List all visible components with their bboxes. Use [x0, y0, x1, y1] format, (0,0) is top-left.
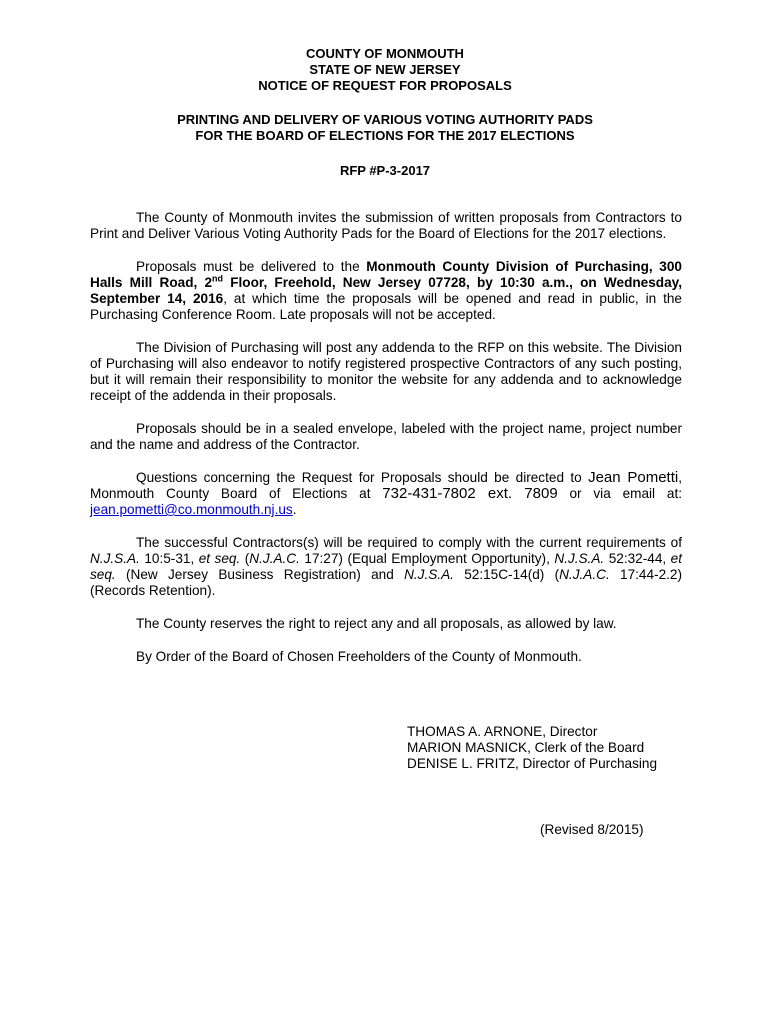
notice-title	[0, 112, 770, 144]
code-njac-1: N.J.A.C.	[249, 551, 300, 566]
delivery-text-end: , at which time the proposals will be opened and read in public, in the Purchasing Conference Room. Late proposals will not be accepted.	[90, 291, 682, 322]
signature-director: THOMAS A. ARNONE, Director	[407, 724, 598, 739]
contact-name: Jean Pometti	[588, 469, 679, 486]
compliance-text-h: 17:44-2.2) (Records Retention).	[90, 567, 683, 598]
paragraph-questions	[90, 470, 682, 518]
compliance-text-d: 17:27) (Equal Employment Opportunity),	[299, 551, 555, 566]
questions-text-3: or via email at:	[557, 486, 682, 501]
contact-phone: 732-431-7802 ext. 7809	[382, 485, 558, 502]
code-njac-2: N.J.A.C.	[559, 567, 610, 582]
paragraph-reservation: The County reserves the right to reject any and all proposals, as allowed by law.	[136, 616, 617, 631]
header-state: STATE OF NEW JERSEY	[309, 62, 461, 77]
signature-purchasing: DENISE L. FRITZ, Director of Purchasing	[407, 756, 658, 771]
et-seq-2: et seq.	[90, 551, 682, 582]
title-line-2: FOR THE BOARD OF ELECTIONS FOR THE 2017 ELECTIONS	[195, 128, 575, 143]
signature-clerk: MARION MASNICK, Clerk of the Board	[407, 740, 645, 755]
notice-header	[0, 46, 770, 94]
questions-text-2: , Monmouth County Board of Elections at	[90, 470, 682, 501]
paragraph-invitation: The County of Monmouth invites the submission of written proposals from Contractors to Print and Deliver Various Voting Authority Pads for the Board of Elections for the 2017 elections.	[90, 210, 682, 241]
contact-email-link[interactable]: jean.pometti@co.monmouth.nj.us	[90, 502, 293, 517]
notice-body	[90, 210, 682, 682]
delivery-address-part1: Monmouth County Division of Purchasing, 300 Halls Mill Road, 2	[90, 259, 682, 290]
delivery-text: Proposals must be delivered to the	[136, 259, 367, 274]
paragraph-envelope: Proposals should be in a sealed envelope, labeled with the project name, project number and the name and address of the Contractor.	[90, 421, 682, 452]
header-county: COUNTY OF MONMOUTH	[306, 46, 464, 61]
paragraph-order: By Order of the Board of Chosen Freeholders of the County of Monmouth.	[136, 649, 582, 664]
statute-njsa-2: N.J.S.A.	[554, 551, 605, 566]
compliance-text-g: 52:15C-14(d) (	[453, 567, 560, 582]
questions-text: Questions concerning the Request for Proposals should be directed to	[136, 470, 589, 485]
statute-njsa-1: N.J.S.A.	[90, 551, 140, 566]
rfp-number: RFP #P-3-2017	[339, 163, 431, 178]
paragraph-compliance	[90, 535, 682, 599]
title-line-1: PRINTING AND DELIVERY OF VARIOUS VOTING AUTHORITY PADS	[177, 112, 593, 127]
header-notice: NOTICE OF REQUEST FOR PROPOSALS	[258, 78, 512, 93]
compliance-text-e: 52:32-44,	[604, 551, 671, 566]
signature-block	[407, 724, 657, 772]
ordinal-suffix: nd	[212, 273, 224, 284]
revision-note: (Revised 8/2015)	[540, 822, 644, 837]
statute-njsa-3: N.J.S.A.	[404, 567, 454, 582]
paragraph-delivery	[90, 259, 682, 323]
paragraph-addenda: The Division of Purchasing will post any addenda to the RFP on this website. The Division of Purchasing will also endeavor to notify registered prospective Contractors of any such posting, but it will remain their responsibility to monitor the website for any addenda and to acknowledge receipt of the addenda in their proposals.	[90, 340, 682, 403]
compliance-text-f: (New Jersey Business Registration) and	[115, 567, 405, 582]
compliance-text-a: The successful Contractors(s) will be required to comply with the current requirements of	[136, 535, 682, 550]
questions-text-end: .	[292, 502, 297, 517]
delivery-address-part2: Floor, Freehold, New Jersey 07728, by 10:30 a.m., on Wednesday, September 14, 2016	[90, 275, 682, 306]
et-seq-1: et seq.	[198, 551, 241, 566]
compliance-text-c: (	[240, 551, 250, 566]
compliance-text-b: 10:5-31,	[139, 551, 199, 566]
